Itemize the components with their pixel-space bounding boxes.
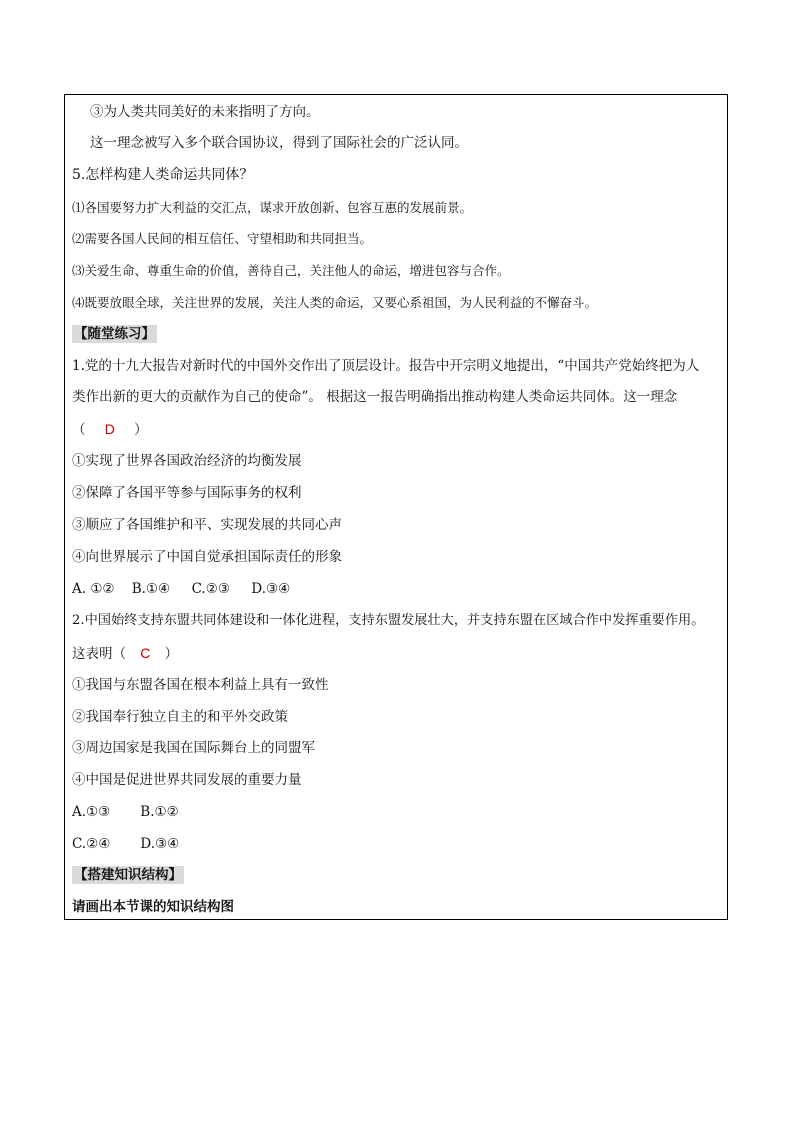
practice-heading-row bbox=[72, 325, 157, 343]
structure-heading-row bbox=[72, 866, 184, 884]
q1-option-3: ③顺应了各国维护和平、实现发展的共同心声 bbox=[72, 517, 342, 533]
q5-item-3: ⑶关爱生命、尊重生命的价值，善待自己，关注他人的命运，增进包容与合作。 bbox=[72, 263, 510, 278]
q5-title: 5.怎样构建人类命运共同体？ bbox=[72, 167, 254, 183]
q5-item-1: ⑴各国要努力扩大利益的交汇点，谋求开放创新、包容互惠的发展前景。 bbox=[72, 200, 473, 215]
q1-answer-row bbox=[72, 420, 148, 439]
q2-prefix: 这表明（ bbox=[72, 646, 126, 662]
q1-paren-close: ） bbox=[134, 422, 148, 438]
q2-line-1: 2.中国始终支持东盟共同体建设和一体化进程，支持东盟发展壮大，并支持东盟在区域合作中发挥重要作用。 bbox=[72, 613, 705, 628]
q1-option-4: ④向世界展示了中国自觉承担国际责任的形象 bbox=[72, 549, 342, 565]
q1-line-2: 类作出新的更大的贡献作为自己的使命”。 根据这一报告明确指出推动构建人类命运共同体。这一理念 bbox=[72, 389, 678, 405]
practice-heading: 【随堂练习】 bbox=[74, 326, 155, 342]
q5-item-4: ⑷既要放眼全球，关注世界的发展，关注人类的命运，又要心系祖国，为人民利益的不懈奋斗。 bbox=[72, 295, 598, 310]
q1-option-1: ①实现了世界各国政治经济的均衡发展 bbox=[72, 453, 302, 469]
q2-choices-row-1: A.①③ B.①② bbox=[72, 804, 179, 820]
q1-answer: D bbox=[104, 421, 115, 437]
q1-paren-open: （ bbox=[72, 422, 86, 438]
q2-paren-close: ） bbox=[164, 646, 179, 662]
q5-item-2: ⑵需要各国人民间的相互信任、守望相助和共同担当。 bbox=[72, 231, 373, 246]
q2-option-2: ②我国奉行独立自主的和平外交政策 bbox=[72, 709, 288, 725]
q1-option-2: ②保障了各国平等参与国际事务的权利 bbox=[72, 485, 302, 501]
structure-instruction: 请画出本节课的知识结构图 bbox=[72, 899, 234, 915]
q2-option-1: ①我国与东盟各国在根本利益上具有一致性 bbox=[72, 677, 329, 693]
q1-choices: A. ①② B.①④ C.②③ D.③④ bbox=[72, 581, 291, 597]
q2-answer-row bbox=[72, 644, 178, 663]
q2-option-3: ③周边国家是我国在国际舞台上的同盟军 bbox=[72, 740, 315, 756]
q2-answer: C bbox=[140, 645, 151, 661]
structure-heading: 【搭建知识结构】 bbox=[74, 867, 182, 883]
purpose-item-3: ③为人类共同美好的未来指明了方向。 bbox=[90, 104, 320, 120]
q1-line-1: 1.党的十九大报告对新时代的中国外交作出了顶层设计。报告中开宗明义地提出，“中国共产党始终把为人 bbox=[72, 358, 700, 374]
content-frame bbox=[64, 94, 728, 920]
q2-choices-row-2: C.②④ D.③④ bbox=[72, 836, 180, 852]
q2-option-4: ④中国是促进世界共同发展的重要力量 bbox=[72, 772, 302, 788]
recognition-text: 这一理念被写入多个联合国协议，得到了国际社会的广泛认同。 bbox=[90, 135, 468, 151]
